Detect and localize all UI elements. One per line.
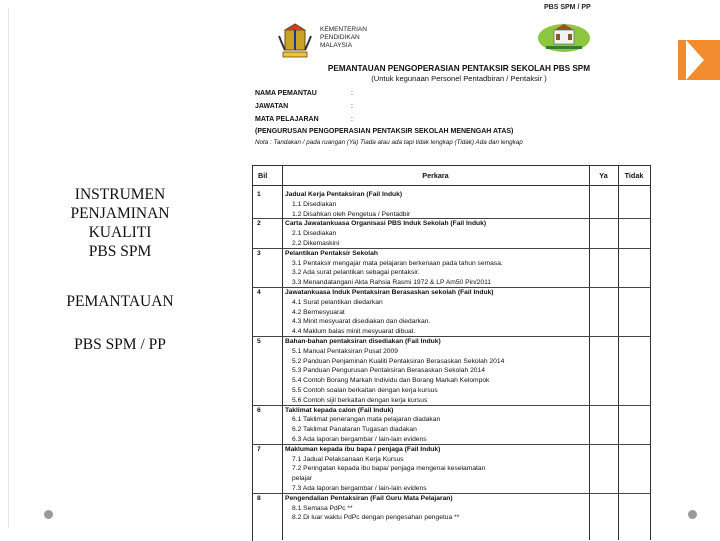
- slide-title-line: KUALITI: [88, 224, 152, 241]
- table-row: [240, 513, 678, 522]
- slide-title-line: PBS SPM: [88, 243, 152, 260]
- table-row: [240, 308, 678, 317]
- row-text: Bahan-bahan pentaksiran disediakan (Fail Induk): [285, 338, 441, 345]
- row-text: 2.1 Disediakan: [292, 230, 337, 238]
- table-row: [240, 445, 678, 454]
- header-tidak: Tidak: [624, 170, 644, 180]
- table-row: [240, 406, 678, 415]
- table-row: [240, 249, 678, 258]
- pbs-logo-icon: [536, 16, 592, 56]
- table-row: [240, 455, 678, 464]
- table-row: [240, 464, 678, 473]
- row-text: Pelantikan Pentaksir Sekolah: [285, 249, 378, 257]
- header-bil: Bil: [258, 170, 268, 180]
- row-text: 7.3 Ada laporan bergambar / lain-lain evidens: [292, 485, 427, 492]
- field-nama-pemantau: NAMA PEMANTAU: [255, 90, 317, 97]
- instruction-note: Nota : Tandakan / pada ruangan (Ya) Tiada atau ada tapi tidak lengkap (Tidak) Ada dan lengkap: [255, 139, 523, 146]
- slide-subtitle: [0, 292, 240, 311]
- table-row: [240, 494, 678, 503]
- slide-dot-right: [688, 510, 697, 519]
- slide-title-line: INSTRUMEN: [74, 186, 166, 203]
- row-bil: 6: [257, 406, 261, 414]
- table-row: [240, 278, 678, 287]
- slide-right-panel: [678, 0, 720, 540]
- row-text: 5.1 Manual Pentaksiran Pusat 2009: [292, 347, 398, 355]
- table-row: [240, 219, 678, 228]
- row-text: 3.3 Menandatangani Akta Rahsia Rasmi 1972 & LP Am50 Pin/2011: [292, 279, 492, 287]
- row-text: 5.5 Contoh soalan berkaitan dengan kerja kursus: [292, 387, 438, 394]
- row-text: 2.2 Dikemaskini: [292, 240, 340, 247]
- row-text: 4.2 Bermesyuarat: [292, 308, 345, 316]
- slide-title: [0, 185, 240, 261]
- row-text: 6.1 Taklimat penerangan mata pelajaran diadakan: [292, 416, 441, 424]
- field-colon: :: [351, 116, 353, 123]
- row-bil: 4: [257, 289, 261, 296]
- table-row: [240, 288, 678, 297]
- table-row: [240, 366, 678, 375]
- left-divider: [8, 8, 9, 528]
- table-row: [240, 357, 678, 366]
- slide-left-panel: [0, 0, 240, 540]
- table-row: [240, 347, 678, 356]
- row-text: 6.2 Taklimat Panataran Tugasan diadakan: [292, 426, 417, 434]
- row-text: 3.2 Ada surat pelantikan sebagai pentaksir.: [292, 269, 420, 277]
- table-row: [240, 474, 678, 483]
- table-row: [240, 504, 678, 513]
- ministry-name: [320, 26, 367, 50]
- table-row: [240, 268, 678, 277]
- table-row: [240, 229, 678, 238]
- table-row: [240, 259, 678, 268]
- table-row: [240, 190, 678, 199]
- row-text: Makluman kepada ibu bapa / penjaga (Fail Induk): [285, 445, 441, 453]
- table-row: [240, 425, 678, 434]
- table-row: [240, 415, 678, 424]
- document-subtitle: (Untuk kegunaan Personel Pentadbiran / Pentaksir ): [371, 74, 547, 83]
- table-row: [240, 239, 678, 248]
- row-text: 4.4 Maklum balas minit mesyuarat dibuat.: [292, 328, 416, 336]
- row-text: Carta Jawatankuasa Organisasi PBS Induk Sekolah (Fail Induk): [285, 220, 487, 228]
- row-bil: 2: [257, 220, 261, 228]
- row-text: 6.3 Ada laporan bergambar / lain-lain evidens: [292, 436, 427, 443]
- table-row: [240, 200, 678, 209]
- table-row: [240, 435, 678, 444]
- row-text: Pengendalian Pentaksiran (Fail Guru Mata Pelajaran): [285, 494, 453, 502]
- row-bil: 3: [257, 249, 261, 257]
- table-row: [240, 317, 678, 326]
- table-row: [240, 298, 678, 307]
- row-text: 3.1 Pentaksir mengajar mata pelajaran berkenaan pada tahun semasa.: [292, 259, 503, 267]
- row-text: pelajar: [292, 475, 313, 483]
- slide-dot-left: [44, 510, 53, 519]
- field-colon: :: [351, 90, 353, 97]
- header-ya: Ya: [599, 170, 608, 180]
- document-code: PBS SPM / PP: [544, 4, 591, 11]
- row-text: Jawatankuasa Induk Pentaksiran Berasaskan sekolah (Fail Induk): [285, 289, 494, 296]
- row-text: 7.1 Jadual Pelaksanaan Kerja Kursus: [292, 455, 404, 463]
- document-image: [240, 0, 678, 540]
- table-row: [240, 337, 678, 346]
- table-row: [240, 210, 678, 219]
- ministry-line: KEMENTERIAN: [320, 26, 367, 33]
- row-text: 5.4 Contoh Borang Markah Individu dan Borang Markah Kelompok: [292, 377, 490, 385]
- row-bil: 1: [257, 191, 261, 198]
- row-text: 5.2 Panduan Penjaminan Kualiti Pentaksiran Berasaskan Sekolah 2014: [292, 357, 505, 365]
- row-bil: 8: [257, 494, 261, 502]
- row-text: 1.1 Disediakan: [292, 200, 337, 208]
- slide-title-line: PENJAMINAN: [70, 205, 170, 222]
- row-text: 5.6 Contoh sijil berkaitan dengan kerja kursus: [292, 396, 428, 404]
- header-underline: [252, 185, 651, 186]
- row-text: Taklimat kepada calon (Fail Induk): [285, 406, 394, 414]
- table-row: [240, 484, 678, 493]
- row-text: 1.2 Disahkan oleh Pengetua / Pentadbir: [292, 210, 411, 218]
- document-title: PEMANTAUAN PENGOPERASIAN PENTAKSIR SEKOLAH PBS SPM: [327, 64, 591, 73]
- row-text: 8.2 Di luar waktu PdPc dengan pengesahan pengetua **: [292, 514, 460, 522]
- header-perkara: Perkara: [422, 170, 449, 180]
- malaysia-crest-icon: [275, 22, 315, 60]
- slide-subtitle-text: PEMANTAUAN: [66, 293, 174, 310]
- row-text: 8.1 Semasa PdPc **: [292, 504, 353, 512]
- slide-code-text: PBS SPM / PP: [74, 336, 166, 353]
- field-jawatan: JAWATAN: [255, 103, 289, 110]
- table-row: [240, 327, 678, 336]
- row-text: 4.1 Surat pelantikan diedarkan: [292, 298, 383, 306]
- table-row: [240, 386, 678, 395]
- field-mata-pelajaran: MATA PELAJARAN: [255, 116, 319, 123]
- row-bil: 7: [257, 445, 261, 453]
- chevron-right-icon: [678, 40, 720, 80]
- field-colon: :: [351, 103, 353, 110]
- row-text: 7.2 Peringatan kepada ibu bapa/ penjaga mengenai keselamatan: [292, 465, 486, 473]
- slide-code: [0, 335, 240, 354]
- table-row: [240, 396, 678, 405]
- ministry-line: PENDIDIKAN: [320, 34, 360, 41]
- row-text: Jadual Kerja Pentaksiran (Fail Induk): [285, 191, 403, 198]
- table-row: [240, 376, 678, 385]
- row-text: 5.3 Panduan Pengurusan Pentaksiran Berasaskan Sekolah 2014: [292, 367, 485, 375]
- row-bil: 5: [257, 338, 261, 345]
- section-heading: (PENGURUSAN PENGOPERASIAN PENTAKSIR SEKOLAH MENENGAH ATAS): [255, 128, 514, 135]
- row-text: 4.3 Minit mesyuarat disediakan dan diedarkan.: [292, 318, 431, 326]
- ministry-line: MALAYSIA: [320, 42, 353, 49]
